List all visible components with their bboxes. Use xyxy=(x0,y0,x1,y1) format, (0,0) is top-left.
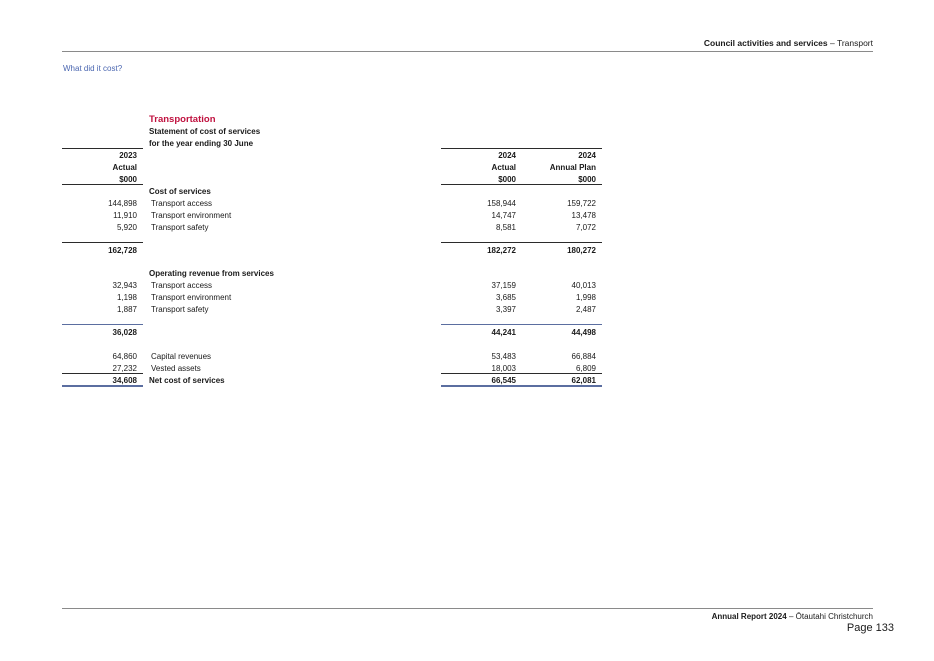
table-cell: 3,397 xyxy=(495,305,516,314)
col-plan-year: 2024 xyxy=(578,151,596,160)
table-cell: 8,581 xyxy=(495,223,516,232)
header-section: Council activities and services xyxy=(703,38,828,48)
net-bottom-rule xyxy=(62,385,143,387)
page-number: Page 133 xyxy=(846,622,894,634)
header-separator: – xyxy=(827,38,837,48)
row-label: Vested assets xyxy=(151,364,201,373)
header-rule-2023 xyxy=(62,148,143,149)
what-did-it-cost-link[interactable]: What did it cost? xyxy=(63,64,123,73)
footer-report: Annual Report 2024 xyxy=(711,612,787,621)
table-cell: 1,998 xyxy=(575,293,596,302)
revenue-heading: Operating revenue from services xyxy=(149,269,274,278)
table-cell: 11,910 xyxy=(113,211,137,220)
row-label: Capital revenues xyxy=(151,352,212,361)
header-rule xyxy=(62,51,873,52)
cost-total-plan: 180,272 xyxy=(567,246,596,255)
revenue-total-plan: 44,498 xyxy=(571,328,596,337)
col-2024-unit: $000 xyxy=(498,175,516,184)
table-cell: 53,483 xyxy=(491,352,516,361)
table-cell: 64,860 xyxy=(112,352,137,361)
table-cell: 40,013 xyxy=(571,281,596,290)
footer-place: Ōtautahi Christchurch xyxy=(795,612,873,621)
header-bottom-rule-2024 xyxy=(441,184,602,185)
row-label: Transport environment xyxy=(151,293,232,302)
table-cell: 1,198 xyxy=(116,293,137,302)
net-2024: 66,545 xyxy=(491,376,516,385)
table-cell: 14,747 xyxy=(491,211,516,220)
statement-title: Transportation xyxy=(149,114,216,125)
col-plan-unit: $000 xyxy=(578,175,596,184)
table-cell: 2,487 xyxy=(575,305,596,314)
table-cell: 66,884 xyxy=(571,352,596,361)
net-top-rule xyxy=(441,373,602,374)
footer-separator: – xyxy=(786,612,796,621)
subtitle-line-2: for the year ending 30 June xyxy=(149,139,254,148)
row-label: Transport access xyxy=(151,199,213,208)
header-rule-2024 xyxy=(441,148,602,149)
net-plan: 62,081 xyxy=(571,376,596,385)
col-2023-type: Actual xyxy=(112,163,137,172)
running-header xyxy=(62,38,873,48)
revenue-total-2023: 36,028 xyxy=(112,328,137,337)
table-cell: 1,887 xyxy=(116,305,137,314)
row-label: Transport environment xyxy=(151,211,232,220)
header-subsection: Transport xyxy=(836,38,873,48)
running-footer xyxy=(62,612,873,621)
table-cell: 13,478 xyxy=(571,211,596,220)
net-bottom-rule xyxy=(441,385,602,387)
col-2024-type: Actual xyxy=(491,163,516,172)
row-label: Transport safety xyxy=(151,305,209,314)
col-2024-year: 2024 xyxy=(498,151,516,160)
footer-rule xyxy=(62,608,873,609)
cost-total-2023: 162,728 xyxy=(108,246,137,255)
table-cell: 159,722 xyxy=(567,199,596,208)
revenue-total-2024: 44,241 xyxy=(491,328,516,337)
table-cell: 32,943 xyxy=(112,281,137,290)
row-label: Transport safety xyxy=(151,223,209,232)
net-label: Net cost of services xyxy=(149,376,225,385)
table-cell: 7,072 xyxy=(575,223,596,232)
net-2023: 34,608 xyxy=(112,376,137,385)
col-2023-year: 2023 xyxy=(119,151,137,160)
table-cell: 144,898 xyxy=(108,199,137,208)
net-top-rule xyxy=(62,373,143,374)
col-plan-type: Annual Plan xyxy=(549,163,596,172)
cost-heading: Cost of services xyxy=(149,187,211,196)
table-cell: 6,809 xyxy=(575,364,596,373)
subtotal-rule xyxy=(62,242,143,243)
table-cell: 27,232 xyxy=(112,364,137,373)
subtotal-rule xyxy=(441,242,602,243)
table-cell: 5,920 xyxy=(116,223,137,232)
table-cell: 158,944 xyxy=(487,199,516,208)
row-label: Transport access xyxy=(151,281,213,290)
table-cell: 18,003 xyxy=(491,364,516,373)
cost-total-2024: 182,272 xyxy=(487,246,516,255)
subtotal-rule xyxy=(62,324,143,325)
table-cell: 37,159 xyxy=(491,281,516,290)
subtotal-rule xyxy=(441,324,602,325)
header-bottom-rule-2023 xyxy=(62,184,143,185)
col-2023-unit: $000 xyxy=(119,175,137,184)
statement-subtitle xyxy=(149,126,260,150)
table-cell: 3,685 xyxy=(495,293,516,302)
subtitle-line-1: Statement of cost of services xyxy=(149,127,261,136)
